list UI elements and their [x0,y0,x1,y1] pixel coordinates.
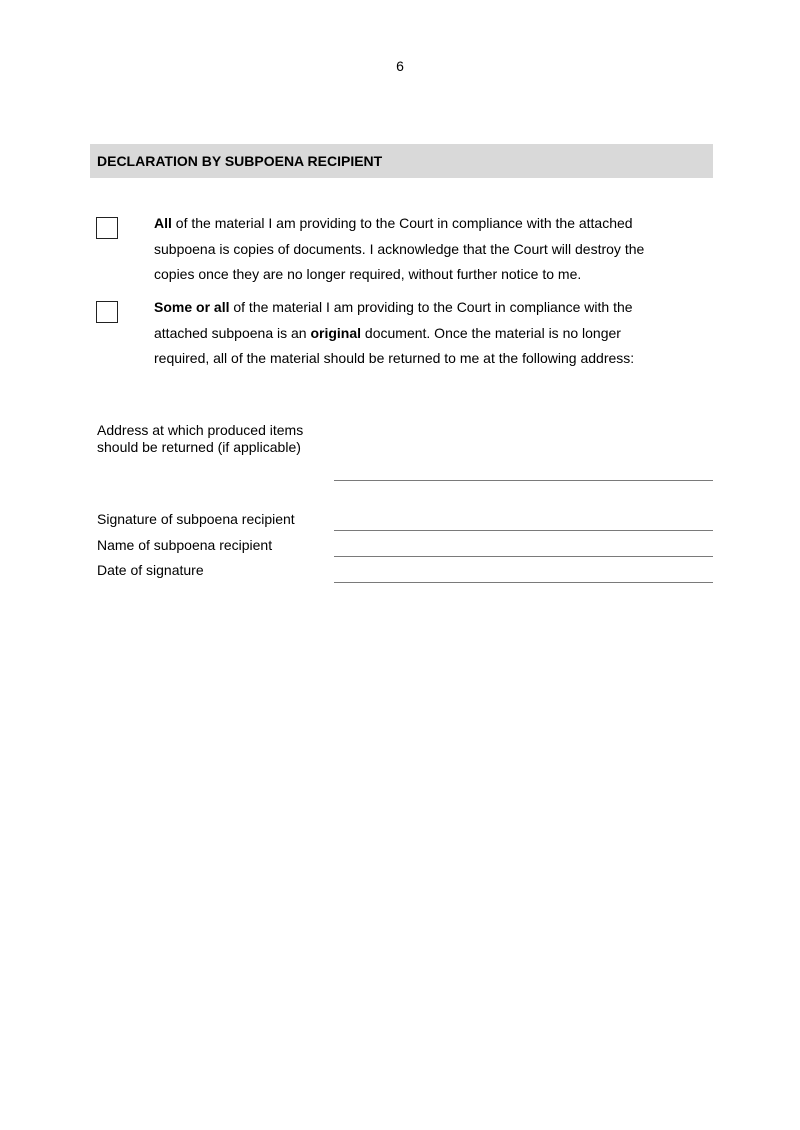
address-field[interactable] [334,462,713,481]
option-originals-text [154,295,714,372]
date-label: Date of signature [97,562,204,578]
checkbox-copies-only[interactable] [96,217,118,239]
section-heading: DECLARATION BY SUBPOENA RECIPIENT [90,144,713,178]
option-text-line: required, all of the material should be returned to me at the following address: [154,350,635,366]
name-field[interactable] [334,538,713,557]
option-text-line: copies once they are no longer required, without further notice to me. [154,266,582,282]
signature-field[interactable] [334,512,713,531]
option-text-line: attached subpoena is an original document. Once the material is no longer [154,324,621,341]
emphasis-original: original [310,324,362,341]
signature-label: Signature of subpoena recipient [97,511,295,527]
address-label: Address at which produced items should be returned (if applicable) [97,422,304,455]
emphasis-all: All [154,215,172,231]
date-field[interactable] [334,564,713,583]
option-text-line: Some or all of the material I am providing to the Court in compliance with the [154,299,633,315]
emphasis-some-or-all: Some or all [154,299,230,315]
option-text-line: All of the material I am providing to the Court in compliance with the attached [154,215,633,231]
option-copies-only-text [154,211,714,288]
page-number: 6 [396,58,404,74]
checkbox-originals-included[interactable] [96,301,118,323]
option-text-line: subpoena is copies of documents. I acknowledge that the Court will destroy the [154,240,645,257]
name-label: Name of subpoena recipient [97,537,273,553]
